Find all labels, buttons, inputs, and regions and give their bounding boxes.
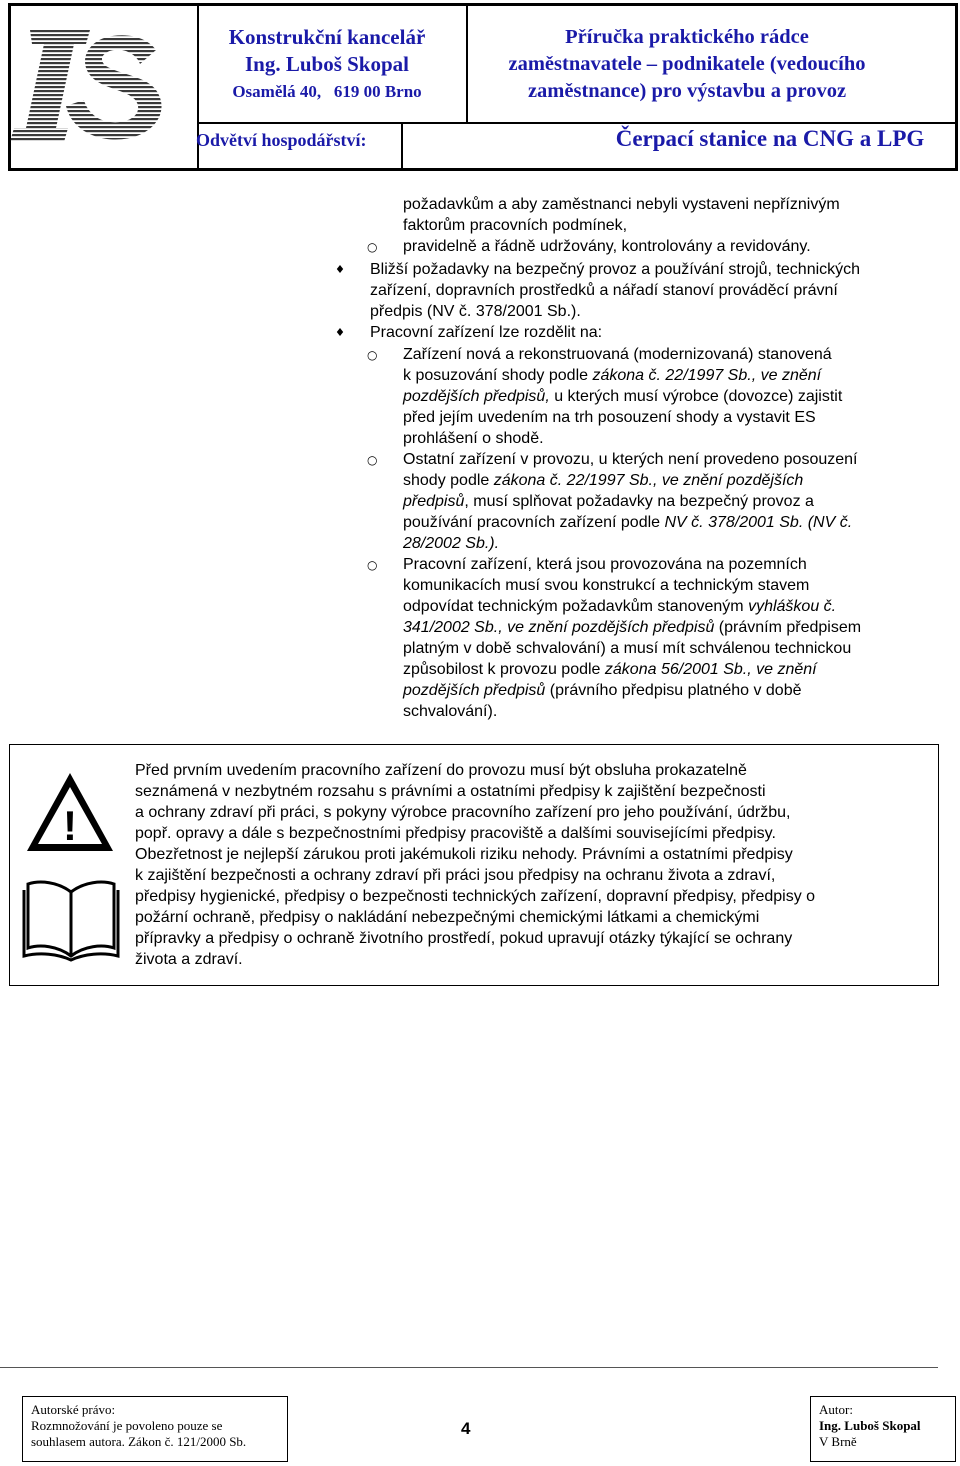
text-line bbox=[403, 598, 836, 616]
branch-value: Čerpací stanice na CNG a LPG bbox=[615, 126, 925, 151]
text-span: , ve znění bbox=[751, 367, 822, 384]
circle-bullet-icon: ○ bbox=[367, 453, 378, 467]
warning-line: života a zdraví. bbox=[135, 951, 243, 968]
diamond-bullet-icon bbox=[336, 328, 344, 336]
warning-line: seznámená v nezbytném rozsahu s právními a ostatními předpisy k zajištění bezpečnosti bbox=[135, 783, 766, 800]
text-line: požadavkům a aby zaměstnanci nebyli vystaveni nepříznivým bbox=[403, 196, 840, 213]
text-span: NV č. 378/2001 Sb. (NV č. bbox=[664, 514, 853, 531]
diamond-bullet-icon bbox=[336, 265, 344, 273]
warning-line: přípravky a předpisy o ochraně životního prostředí, pokud upravují otázky týkající se ochrany bbox=[135, 930, 793, 947]
text-line bbox=[403, 493, 814, 511]
text-line: Zařízení nová a rekonstruovaná (modernizovaná) stanovená bbox=[403, 346, 832, 363]
warning-line: popř. opravy a dále s bezpečnostními předpisy pracoviště a dalšími souvisejícími předpisy. bbox=[135, 825, 776, 842]
text-span: zákona č. 22/1997 Sb. bbox=[493, 472, 653, 489]
circle-bullet-icon: ○ bbox=[367, 558, 378, 572]
text-span: vyhláškou č. bbox=[748, 598, 837, 615]
text-span: , musí splňovat požadavky na bezpečný provoz a bbox=[464, 493, 814, 510]
text-line bbox=[403, 388, 842, 406]
text-line: zařízení, dopravních prostředků a nářadí stanoví prováděcí právní bbox=[370, 282, 838, 299]
company-person: Ing. Luboš Skopal bbox=[244, 52, 409, 76]
header-divider bbox=[197, 122, 955, 124]
warning-line: a ochrany zdraví při práci, s pokyny výrobce pracovního zařízení pro jeho používání, údržbu, bbox=[135, 804, 791, 821]
text-span: používání pracovních zařízení podle bbox=[403, 514, 665, 531]
manual-book-icon bbox=[22, 870, 120, 962]
author-box bbox=[810, 1396, 956, 1462]
text-span: shody podle bbox=[403, 472, 494, 489]
branch-label: Odvětví hospodářství: bbox=[196, 130, 367, 150]
company-name: Konstrukční kancelář bbox=[228, 25, 426, 49]
text-span: (právním předpisem bbox=[714, 619, 862, 636]
text-line bbox=[370, 303, 581, 321]
warning-line: Obezřetnost je nejlepší zárukou proti jakémukoli riziku nehody. Právními a ostatními předpisy bbox=[135, 846, 793, 863]
copyright-label: Autorské právo: bbox=[31, 1402, 116, 1417]
warning-triangle-icon bbox=[24, 770, 116, 854]
text-line: Ostatní zařízení v provozu, u kterých není provedeno posouzení bbox=[403, 451, 858, 468]
copyright-text: souhlasem autora. Zákon č. 121/2000 Sb. bbox=[31, 1434, 247, 1449]
text-line: komunikacích musí svou konstrukcí a technickým stavem bbox=[403, 577, 810, 594]
text-span: 341/2002 Sb. bbox=[403, 619, 499, 636]
text-line: prohlášení o shodě. bbox=[403, 430, 544, 447]
company-info bbox=[196, 24, 458, 105]
text-line bbox=[403, 661, 817, 679]
text-span: u kterých musí výrobce (dovozce) zajistit bbox=[549, 388, 843, 405]
text-line bbox=[403, 535, 499, 553]
title-line: Příručka praktického rádce bbox=[565, 26, 809, 48]
author-name: Ing. Luboš Skopal bbox=[819, 1418, 921, 1433]
title-line: zaměstnance) pro výstavbu a provoz bbox=[527, 80, 847, 102]
text-line: schvalování). bbox=[403, 703, 498, 720]
author-label: Autor: bbox=[819, 1402, 853, 1417]
text-span: odpovídat technickým požadavkům stanoveným bbox=[403, 598, 749, 615]
warning-box bbox=[9, 744, 939, 986]
text-line bbox=[403, 472, 803, 490]
text-span: způsobilost k provozu podle bbox=[403, 661, 605, 678]
page-number: 4 bbox=[461, 1419, 471, 1438]
footer-rule bbox=[0, 1367, 938, 1368]
text-span: , ve znění pozdějších předpisů bbox=[498, 619, 715, 636]
copyright-box bbox=[22, 1396, 288, 1462]
circle-bullet-icon: ○ bbox=[367, 240, 378, 254]
warning-line: požární ochraně, předpisy o nakládání nebezpečnými chemickými látkami a chemickými bbox=[135, 909, 760, 926]
text-span: zákona 56/2001 Sb. bbox=[604, 661, 748, 678]
text-span: předpisů bbox=[403, 493, 465, 510]
title-line: zaměstnavatele – podnikatele (vedoucího bbox=[508, 53, 866, 75]
text-line: faktorům pracovních podmínek, bbox=[403, 217, 628, 234]
text-line bbox=[403, 367, 821, 385]
text-line: pravidelně a řádně udržovány, kontrolovány a revidovány. bbox=[403, 238, 811, 255]
text-span: pozdějších předpisů bbox=[403, 682, 546, 699]
warning-line: Před prvním uvedením pracovního zařízení do provozu musí být obsluha prokazatelně bbox=[135, 762, 747, 779]
text-line: platným v době schvalování) a musí mít schválenou technickou bbox=[403, 640, 852, 657]
text-span: (NV č. 378/2001 Sb.). bbox=[426, 303, 581, 320]
author-city: V Brně bbox=[819, 1434, 857, 1449]
text-line bbox=[403, 682, 802, 700]
text-line bbox=[403, 619, 861, 637]
text-line: Bližší požadavky na bezpečný provoz a používání strojů, technických bbox=[370, 261, 861, 278]
text-line bbox=[403, 514, 852, 532]
text-span: pozdějších předpisů, bbox=[403, 388, 550, 405]
warning-mark: ! bbox=[63, 802, 77, 849]
document-title bbox=[470, 24, 904, 105]
text-line: Pracovní zařízení lze rozdělit na: bbox=[370, 324, 603, 341]
company-address: Osamělá 40, 619 00 Brno bbox=[232, 82, 422, 101]
copyright-text: Rozmnožování je povoleno pouze se bbox=[31, 1418, 223, 1433]
text-span: k posuzování shody podle bbox=[403, 367, 593, 384]
header-divider bbox=[401, 122, 403, 168]
text-span: (právního předpisu platného v době bbox=[545, 682, 802, 699]
header-divider bbox=[466, 6, 468, 122]
text-span: předpis bbox=[370, 303, 427, 320]
text-line: před jejím uvedením na trh posouzení shody a vystavit ES bbox=[403, 409, 816, 426]
warning-line: předpisy hygienické, předpisy o bezpečnosti technických zařízení, dopravní předpisy, předpisy o bbox=[135, 888, 816, 905]
text-span: zákona č. 22/1997 Sb. bbox=[592, 367, 752, 384]
text-span: 28/2002 Sb.). bbox=[403, 535, 500, 552]
company-logo bbox=[6, 10, 192, 160]
text-line: Pracovní zařízení, která jsou provozována na pozemních bbox=[403, 556, 807, 573]
warning-line: k zajištění bezpečnosti a ochrany zdraví při práci jsou předpisy na ochranu života a zdraví, bbox=[135, 867, 776, 884]
circle-bullet-icon: ○ bbox=[367, 348, 378, 362]
text-span: , ve znění pozdějších bbox=[652, 472, 804, 489]
text-span: , ve znění bbox=[747, 661, 817, 678]
